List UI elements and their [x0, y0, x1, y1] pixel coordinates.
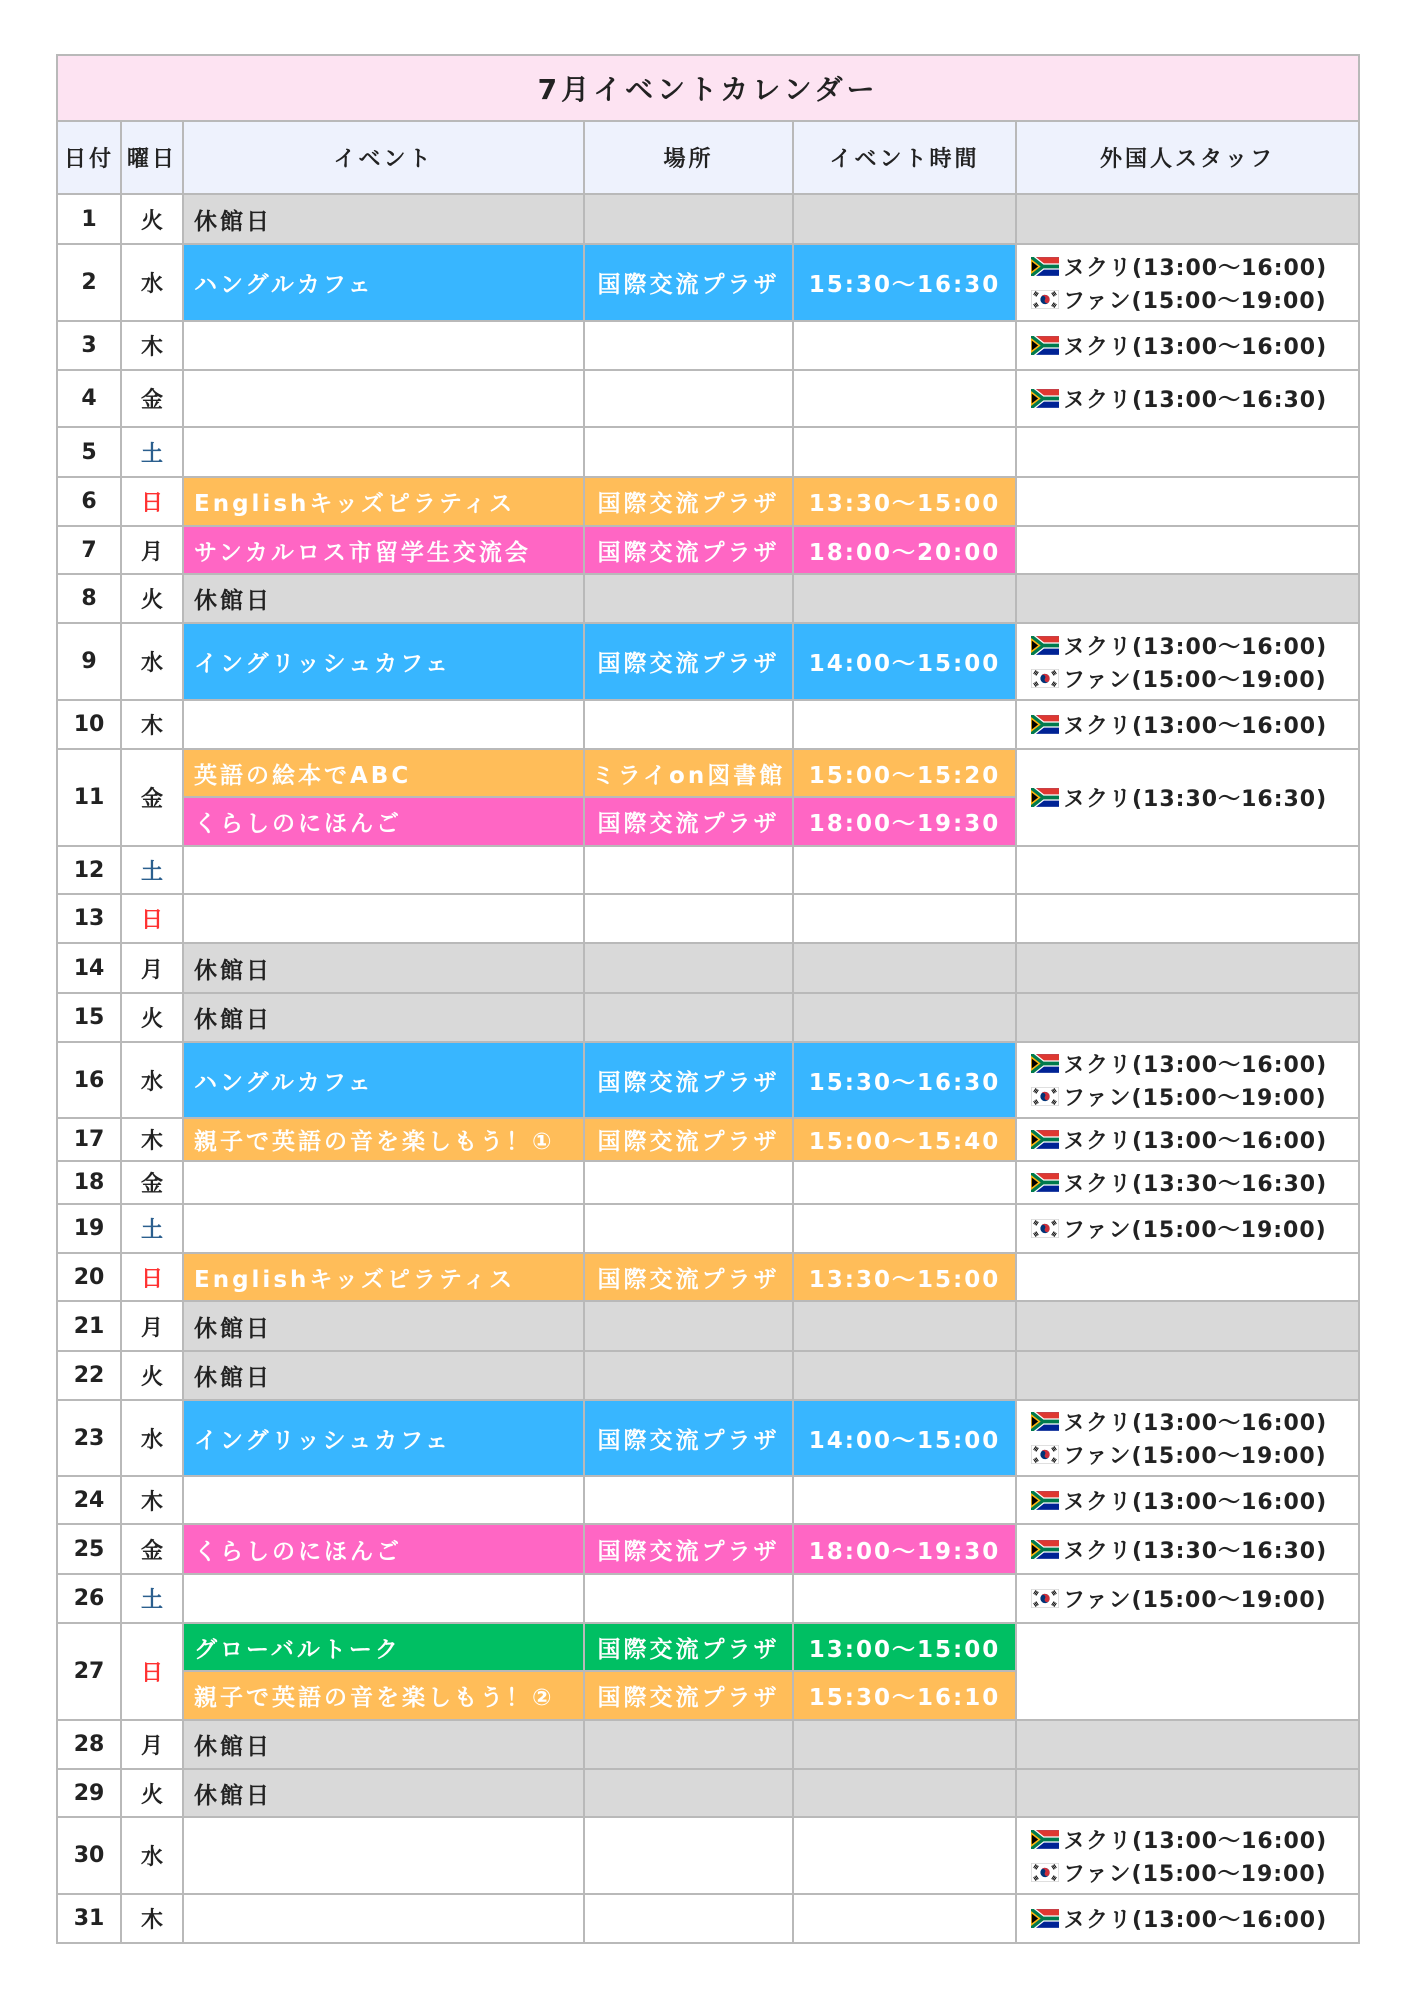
- staff-entry: [1031, 329, 1358, 362]
- event-name: グローバルトーク: [183, 1623, 584, 1671]
- calendar-row: [57, 1301, 1359, 1351]
- staff-name-time: ヌクリ(13:00〜16:00): [1063, 1411, 1328, 1436]
- event-name: イングリッシュカフェ: [183, 623, 584, 700]
- staff-entry: [1031, 382, 1358, 415]
- date-cell: 19: [57, 1204, 121, 1253]
- event-cell: [183, 1574, 584, 1623]
- weekday-cell: 木: [121, 321, 183, 370]
- south-korea-flag-icon: [1031, 1863, 1059, 1882]
- staff-cell: [1016, 1400, 1359, 1476]
- calendar-row: [57, 1400, 1359, 1476]
- date-cell: 16: [57, 1042, 121, 1118]
- staff-cell: [1016, 1351, 1359, 1400]
- calendar-head: [57, 55, 1359, 194]
- weekday-cell: 土: [121, 1574, 183, 1623]
- place-cell: [584, 700, 793, 749]
- calendar-row: [57, 894, 1359, 943]
- staff-name-time: ファン(15:00〜19:00): [1063, 1861, 1327, 1887]
- staff-name-time: ヌクリ(13:00〜16:00): [1063, 714, 1328, 739]
- staff-entry: [1031, 1166, 1358, 1199]
- calendar-row: [57, 1204, 1359, 1253]
- time-cell: [793, 993, 1016, 1042]
- south-africa-flag-icon: [1031, 715, 1059, 734]
- staff-entry: [1031, 1438, 1358, 1471]
- event-cell: [183, 1894, 584, 1943]
- event-place: ミライon図書館: [584, 749, 793, 797]
- staff-cell: [1016, 574, 1359, 623]
- calendar-row: [57, 1118, 1359, 1161]
- south-africa-flag-icon: [1031, 1173, 1059, 1192]
- calendar-row: [57, 943, 1359, 993]
- date-cell: 8: [57, 574, 121, 623]
- event-cell: [183, 1817, 584, 1894]
- place-cell: [584, 1720, 793, 1769]
- calendar-body: [57, 194, 1359, 1943]
- staff-entry: [1031, 1080, 1358, 1113]
- date-cell: 4: [57, 370, 121, 427]
- time-cell: [793, 1574, 1016, 1623]
- calendar-row: [57, 1720, 1359, 1769]
- south-korea-flag-icon: [1031, 1445, 1059, 1464]
- staff-entry: [1031, 1123, 1358, 1156]
- time-cell: [793, 1769, 1016, 1817]
- staff-cell: [1016, 846, 1359, 894]
- weekday-cell: 月: [121, 1301, 183, 1351]
- weekday-cell: 火: [121, 194, 183, 244]
- staff-entry: [1031, 1902, 1358, 1935]
- staff-name-time: ヌクリ(13:30〜16:30): [1063, 1538, 1328, 1564]
- header-row: [57, 121, 1359, 194]
- weekday-cell: 火: [121, 1351, 183, 1400]
- staff-entry: [1031, 1582, 1358, 1615]
- staff-cell: [1016, 1894, 1359, 1943]
- staff-entry: [1031, 781, 1358, 814]
- place-cell: [584, 1161, 793, 1204]
- calendar-row: [57, 623, 1359, 700]
- south-africa-flag-icon: [1031, 1130, 1059, 1149]
- header-staff: 外国人スタッフ: [1016, 121, 1359, 194]
- calendar-row: [57, 1769, 1359, 1817]
- weekday-cell: 月: [121, 1720, 183, 1769]
- date-cell: 28: [57, 1720, 121, 1769]
- calendar-row: [57, 993, 1359, 1042]
- south-africa-flag-icon: [1031, 257, 1059, 276]
- weekday-cell: 金: [121, 749, 183, 846]
- event-time: 18:00〜19:30: [793, 1524, 1016, 1574]
- place-cell: [584, 427, 793, 477]
- staff-name-time: ヌクリ(13:00〜16:30): [1063, 388, 1328, 413]
- time-cell: [793, 943, 1016, 993]
- time-cell: [793, 370, 1016, 427]
- time-cell: [793, 700, 1016, 749]
- date-cell: 31: [57, 1894, 121, 1943]
- south-africa-flag-icon: [1031, 1909, 1059, 1928]
- event-place: 国際交流プラザ: [584, 526, 793, 574]
- date-cell: 30: [57, 1817, 121, 1894]
- weekday-cell: 水: [121, 1042, 183, 1118]
- staff-cell: [1016, 1118, 1359, 1161]
- time-cell: [793, 321, 1016, 370]
- event-time: 18:00〜19:30: [793, 797, 1016, 846]
- place-cell: [584, 846, 793, 894]
- date-cell: 27: [57, 1623, 121, 1720]
- weekday-cell: 木: [121, 700, 183, 749]
- event-time: 14:00〜15:00: [793, 1400, 1016, 1476]
- event-place: 国際交流プラザ: [584, 1623, 793, 1671]
- event-place: 国際交流プラザ: [584, 1400, 793, 1476]
- calendar-row: [57, 1524, 1359, 1574]
- staff-name-time: ヌクリ(13:30〜16:30): [1063, 787, 1328, 812]
- staff-cell: [1016, 427, 1359, 477]
- calendar-row: [57, 1161, 1359, 1204]
- event-name: ハングルカフェ: [183, 1042, 584, 1118]
- event-time: 15:00〜15:40: [793, 1118, 1016, 1161]
- calendar-row: [57, 1817, 1359, 1894]
- staff-entry: [1031, 1212, 1358, 1245]
- event-name: ハングルカフェ: [183, 244, 584, 321]
- calendar-row: [57, 846, 1359, 894]
- calendar-row: [57, 1351, 1359, 1400]
- event-place: 国際交流プラザ: [584, 1042, 793, 1118]
- time-cell: [793, 846, 1016, 894]
- header-time: イベント時間: [793, 121, 1016, 194]
- event-time: 18:00〜20:00: [793, 526, 1016, 574]
- date-cell: 2: [57, 244, 121, 321]
- staff-cell: [1016, 1301, 1359, 1351]
- place-cell: [584, 370, 793, 427]
- staff-cell: [1016, 1204, 1359, 1253]
- event-time: 15:30〜16:30: [793, 244, 1016, 321]
- staff-entry: [1031, 1533, 1358, 1566]
- place-cell: [584, 1301, 793, 1351]
- time-cell: [793, 1161, 1016, 1204]
- staff-cell: [1016, 1769, 1359, 1817]
- place-cell: [584, 943, 793, 993]
- weekday-cell: 木: [121, 1118, 183, 1161]
- time-cell: [793, 427, 1016, 477]
- weekday-cell: 火: [121, 1769, 183, 1817]
- weekday-cell: 月: [121, 943, 183, 993]
- event-cell: [183, 894, 584, 943]
- date-cell: 25: [57, 1524, 121, 1574]
- date-cell: 14: [57, 943, 121, 993]
- event-cell: [183, 321, 584, 370]
- place-cell: [584, 1817, 793, 1894]
- closed-label: 休館日: [183, 943, 584, 993]
- staff-name-time: ファン(15:00〜19:00): [1063, 1086, 1327, 1111]
- calendar-row: [57, 1042, 1359, 1118]
- staff-name-time: ヌクリ(13:00〜16:00): [1063, 634, 1328, 660]
- place-cell: [584, 1574, 793, 1623]
- south-africa-flag-icon: [1031, 389, 1059, 408]
- south-africa-flag-icon: [1031, 636, 1059, 655]
- place-cell: [584, 1476, 793, 1524]
- event-cell: [183, 1476, 584, 1524]
- event-time: 15:30〜16:10: [793, 1671, 1016, 1720]
- staff-name-time: ファン(15:00〜19:00): [1063, 1444, 1327, 1469]
- event-name: 親子で英語の音を楽しもう！①: [183, 1118, 584, 1161]
- staff-cell: [1016, 894, 1359, 943]
- weekday-cell: 木: [121, 1894, 183, 1943]
- event-place: 国際交流プラザ: [584, 1524, 793, 1574]
- staff-name-time: ヌクリ(13:00〜16:00): [1063, 255, 1328, 281]
- date-cell: 10: [57, 700, 121, 749]
- staff-name-time: ヌクリ(13:00〜16:00): [1063, 1053, 1328, 1078]
- staff-cell: [1016, 1574, 1359, 1623]
- staff-entry: [1031, 1823, 1358, 1856]
- staff-cell: [1016, 1042, 1359, 1118]
- calendar-row: [57, 574, 1359, 623]
- event-place: 国際交流プラザ: [584, 623, 793, 700]
- date-cell: 11: [57, 749, 121, 846]
- south-africa-flag-icon: [1031, 336, 1059, 355]
- weekday-cell: 金: [121, 370, 183, 427]
- event-place: 国際交流プラザ: [584, 797, 793, 846]
- weekday-cell: 水: [121, 623, 183, 700]
- place-cell: [584, 321, 793, 370]
- event-place: 国際交流プラザ: [584, 1118, 793, 1161]
- staff-name-time: ヌクリ(13:00〜16:00): [1063, 335, 1328, 360]
- event-place: 国際交流プラザ: [584, 1253, 793, 1301]
- time-cell: [793, 1894, 1016, 1943]
- weekday-cell: 水: [121, 1400, 183, 1476]
- weekday-cell: 金: [121, 1524, 183, 1574]
- staff-entry: [1031, 250, 1358, 283]
- calendar-row: [57, 427, 1359, 477]
- weekday-cell: 月: [121, 526, 183, 574]
- event-place: 国際交流プラザ: [584, 477, 793, 526]
- place-cell: [584, 1204, 793, 1253]
- weekday-cell: 日: [121, 477, 183, 526]
- staff-cell: [1016, 700, 1359, 749]
- event-name: Englishキッズピラティス: [183, 477, 584, 526]
- staff-entry: [1031, 1856, 1358, 1889]
- south-africa-flag-icon: [1031, 1540, 1059, 1559]
- closed-label: 休館日: [183, 574, 584, 623]
- staff-name-time: ファン(15:00〜19:00): [1063, 288, 1327, 314]
- event-cell: [183, 846, 584, 894]
- staff-name-time: ヌクリ(13:00〜16:00): [1063, 1828, 1328, 1854]
- closed-label: 休館日: [183, 1301, 584, 1351]
- weekday-cell: 日: [121, 1623, 183, 1720]
- weekday-cell: 日: [121, 1253, 183, 1301]
- staff-cell: [1016, 623, 1359, 700]
- time-cell: [793, 1301, 1016, 1351]
- staff-entry: [1031, 1484, 1358, 1517]
- staff-cell: [1016, 477, 1359, 526]
- south-korea-flag-icon: [1031, 290, 1059, 309]
- calendar-row: [57, 321, 1359, 370]
- event-name: イングリッシュカフェ: [183, 1400, 584, 1476]
- south-africa-flag-icon: [1031, 1054, 1059, 1073]
- staff-cell: [1016, 1476, 1359, 1524]
- south-korea-flag-icon: [1031, 1087, 1059, 1106]
- event-time: 13:30〜15:00: [793, 1253, 1016, 1301]
- calendar-row: [57, 749, 1359, 797]
- weekday-cell: 土: [121, 1204, 183, 1253]
- place-cell: [584, 993, 793, 1042]
- date-cell: 13: [57, 894, 121, 943]
- date-cell: 5: [57, 427, 121, 477]
- event-time: 15:00〜15:20: [793, 749, 1016, 797]
- event-place: 国際交流プラザ: [584, 244, 793, 321]
- date-cell: 6: [57, 477, 121, 526]
- date-cell: 12: [57, 846, 121, 894]
- place-cell: [584, 194, 793, 244]
- event-time: 13:30〜15:00: [793, 477, 1016, 526]
- south-africa-flag-icon: [1031, 1412, 1059, 1431]
- staff-name-time: ファン(15:00〜19:00): [1063, 667, 1327, 693]
- place-cell: [584, 574, 793, 623]
- calendar-row: [57, 370, 1359, 427]
- calendar-row: [57, 1623, 1359, 1671]
- place-cell: [584, 894, 793, 943]
- header-day: 曜日: [121, 121, 183, 194]
- event-name: 英語の絵本でABC: [183, 749, 584, 797]
- south-africa-flag-icon: [1031, 1830, 1059, 1849]
- weekday-cell: 火: [121, 993, 183, 1042]
- staff-name-time: ヌクリ(13:00〜16:00): [1063, 1908, 1328, 1933]
- closed-label: 休館日: [183, 993, 584, 1042]
- event-name: くらしのにほんご: [183, 1524, 584, 1574]
- staff-entry: [1031, 283, 1358, 316]
- closed-label: 休館日: [183, 1720, 584, 1769]
- date-cell: 3: [57, 321, 121, 370]
- time-cell: [793, 194, 1016, 244]
- event-name: サンカルロス市留学生交流会: [183, 526, 584, 574]
- staff-cell: [1016, 526, 1359, 574]
- event-place: 国際交流プラザ: [584, 1671, 793, 1720]
- header-date: 日付: [57, 121, 121, 194]
- staff-name-time: ファン(15:00〜19:00): [1063, 1218, 1327, 1243]
- weekday-cell: 土: [121, 427, 183, 477]
- south-africa-flag-icon: [1031, 1491, 1059, 1510]
- event-time: 15:30〜16:30: [793, 1042, 1016, 1118]
- calendar-row: [57, 194, 1359, 244]
- date-cell: 24: [57, 1476, 121, 1524]
- time-cell: [793, 574, 1016, 623]
- weekday-cell: 火: [121, 574, 183, 623]
- event-cell: [183, 1161, 584, 1204]
- staff-cell: [1016, 194, 1359, 244]
- staff-cell: [1016, 244, 1359, 321]
- calendar-row: [57, 526, 1359, 574]
- event-cell: [183, 370, 584, 427]
- south-korea-flag-icon: [1031, 1589, 1059, 1608]
- calendar-row: [57, 1894, 1359, 1943]
- event-cell: [183, 427, 584, 477]
- place-cell: [584, 1769, 793, 1817]
- date-cell: 26: [57, 1574, 121, 1623]
- staff-cell: [1016, 1623, 1359, 1720]
- staff-cell: [1016, 943, 1359, 993]
- time-cell: [793, 1720, 1016, 1769]
- date-cell: 15: [57, 993, 121, 1042]
- weekday-cell: 木: [121, 1476, 183, 1524]
- date-cell: 21: [57, 1301, 121, 1351]
- south-africa-flag-icon: [1031, 788, 1059, 807]
- place-cell: [584, 1894, 793, 1943]
- date-cell: 17: [57, 1118, 121, 1161]
- staff-cell: [1016, 993, 1359, 1042]
- time-cell: [793, 1351, 1016, 1400]
- weekday-cell: 金: [121, 1161, 183, 1204]
- date-cell: 29: [57, 1769, 121, 1817]
- title-row: [57, 55, 1359, 121]
- staff-cell: [1016, 1817, 1359, 1894]
- calendar-title: 7月イベントカレンダー: [57, 55, 1359, 121]
- event-calendar-table: [56, 54, 1360, 1944]
- event-time: 14:00〜15:00: [793, 623, 1016, 700]
- staff-name-time: ヌクリ(13:00〜16:00): [1063, 1129, 1328, 1154]
- time-cell: [793, 1817, 1016, 1894]
- calendar-row: [57, 244, 1359, 321]
- staff-cell: [1016, 1524, 1359, 1574]
- weekday-cell: 日: [121, 894, 183, 943]
- calendar-row: [57, 477, 1359, 526]
- staff-entry: [1031, 708, 1358, 741]
- staff-entry: [1031, 629, 1358, 662]
- staff-cell: [1016, 1720, 1359, 1769]
- staff-entry: [1031, 1047, 1358, 1080]
- date-cell: 9: [57, 623, 121, 700]
- closed-label: 休館日: [183, 194, 584, 244]
- staff-cell: [1016, 1253, 1359, 1301]
- date-cell: 22: [57, 1351, 121, 1400]
- event-name: Englishキッズピラティス: [183, 1253, 584, 1301]
- staff-name-time: ファン(15:00〜19:00): [1063, 1588, 1327, 1613]
- time-cell: [793, 1476, 1016, 1524]
- date-cell: 18: [57, 1161, 121, 1204]
- event-time: 13:00〜15:00: [793, 1623, 1016, 1671]
- staff-entry: [1031, 1405, 1358, 1438]
- staff-cell: [1016, 370, 1359, 427]
- time-cell: [793, 894, 1016, 943]
- date-cell: 23: [57, 1400, 121, 1476]
- event-name: 親子で英語の音を楽しもう！②: [183, 1671, 584, 1720]
- weekday-cell: 土: [121, 846, 183, 894]
- closed-label: 休館日: [183, 1351, 584, 1400]
- closed-label: 休館日: [183, 1769, 584, 1817]
- calendar-row: [57, 700, 1359, 749]
- south-korea-flag-icon: [1031, 1219, 1059, 1238]
- staff-cell: [1016, 749, 1359, 846]
- south-korea-flag-icon: [1031, 669, 1059, 688]
- header-event: イベント: [183, 121, 584, 194]
- staff-entry: [1031, 662, 1358, 695]
- staff-name-time: ヌクリ(13:30〜16:30): [1063, 1172, 1328, 1197]
- date-cell: 7: [57, 526, 121, 574]
- date-cell: 1: [57, 194, 121, 244]
- calendar-row: [57, 1253, 1359, 1301]
- event-cell: [183, 1204, 584, 1253]
- staff-name-time: ヌクリ(13:00〜16:00): [1063, 1489, 1328, 1515]
- event-cell: [183, 700, 584, 749]
- weekday-cell: 水: [121, 1817, 183, 1894]
- calendar-row: [57, 1476, 1359, 1524]
- weekday-cell: 水: [121, 244, 183, 321]
- staff-cell: [1016, 1161, 1359, 1204]
- staff-cell: [1016, 321, 1359, 370]
- calendar-row: [57, 1574, 1359, 1623]
- time-cell: [793, 1204, 1016, 1253]
- date-cell: 20: [57, 1253, 121, 1301]
- header-place: 場所: [584, 121, 793, 194]
- place-cell: [584, 1351, 793, 1400]
- event-name: くらしのにほんご: [183, 797, 584, 846]
